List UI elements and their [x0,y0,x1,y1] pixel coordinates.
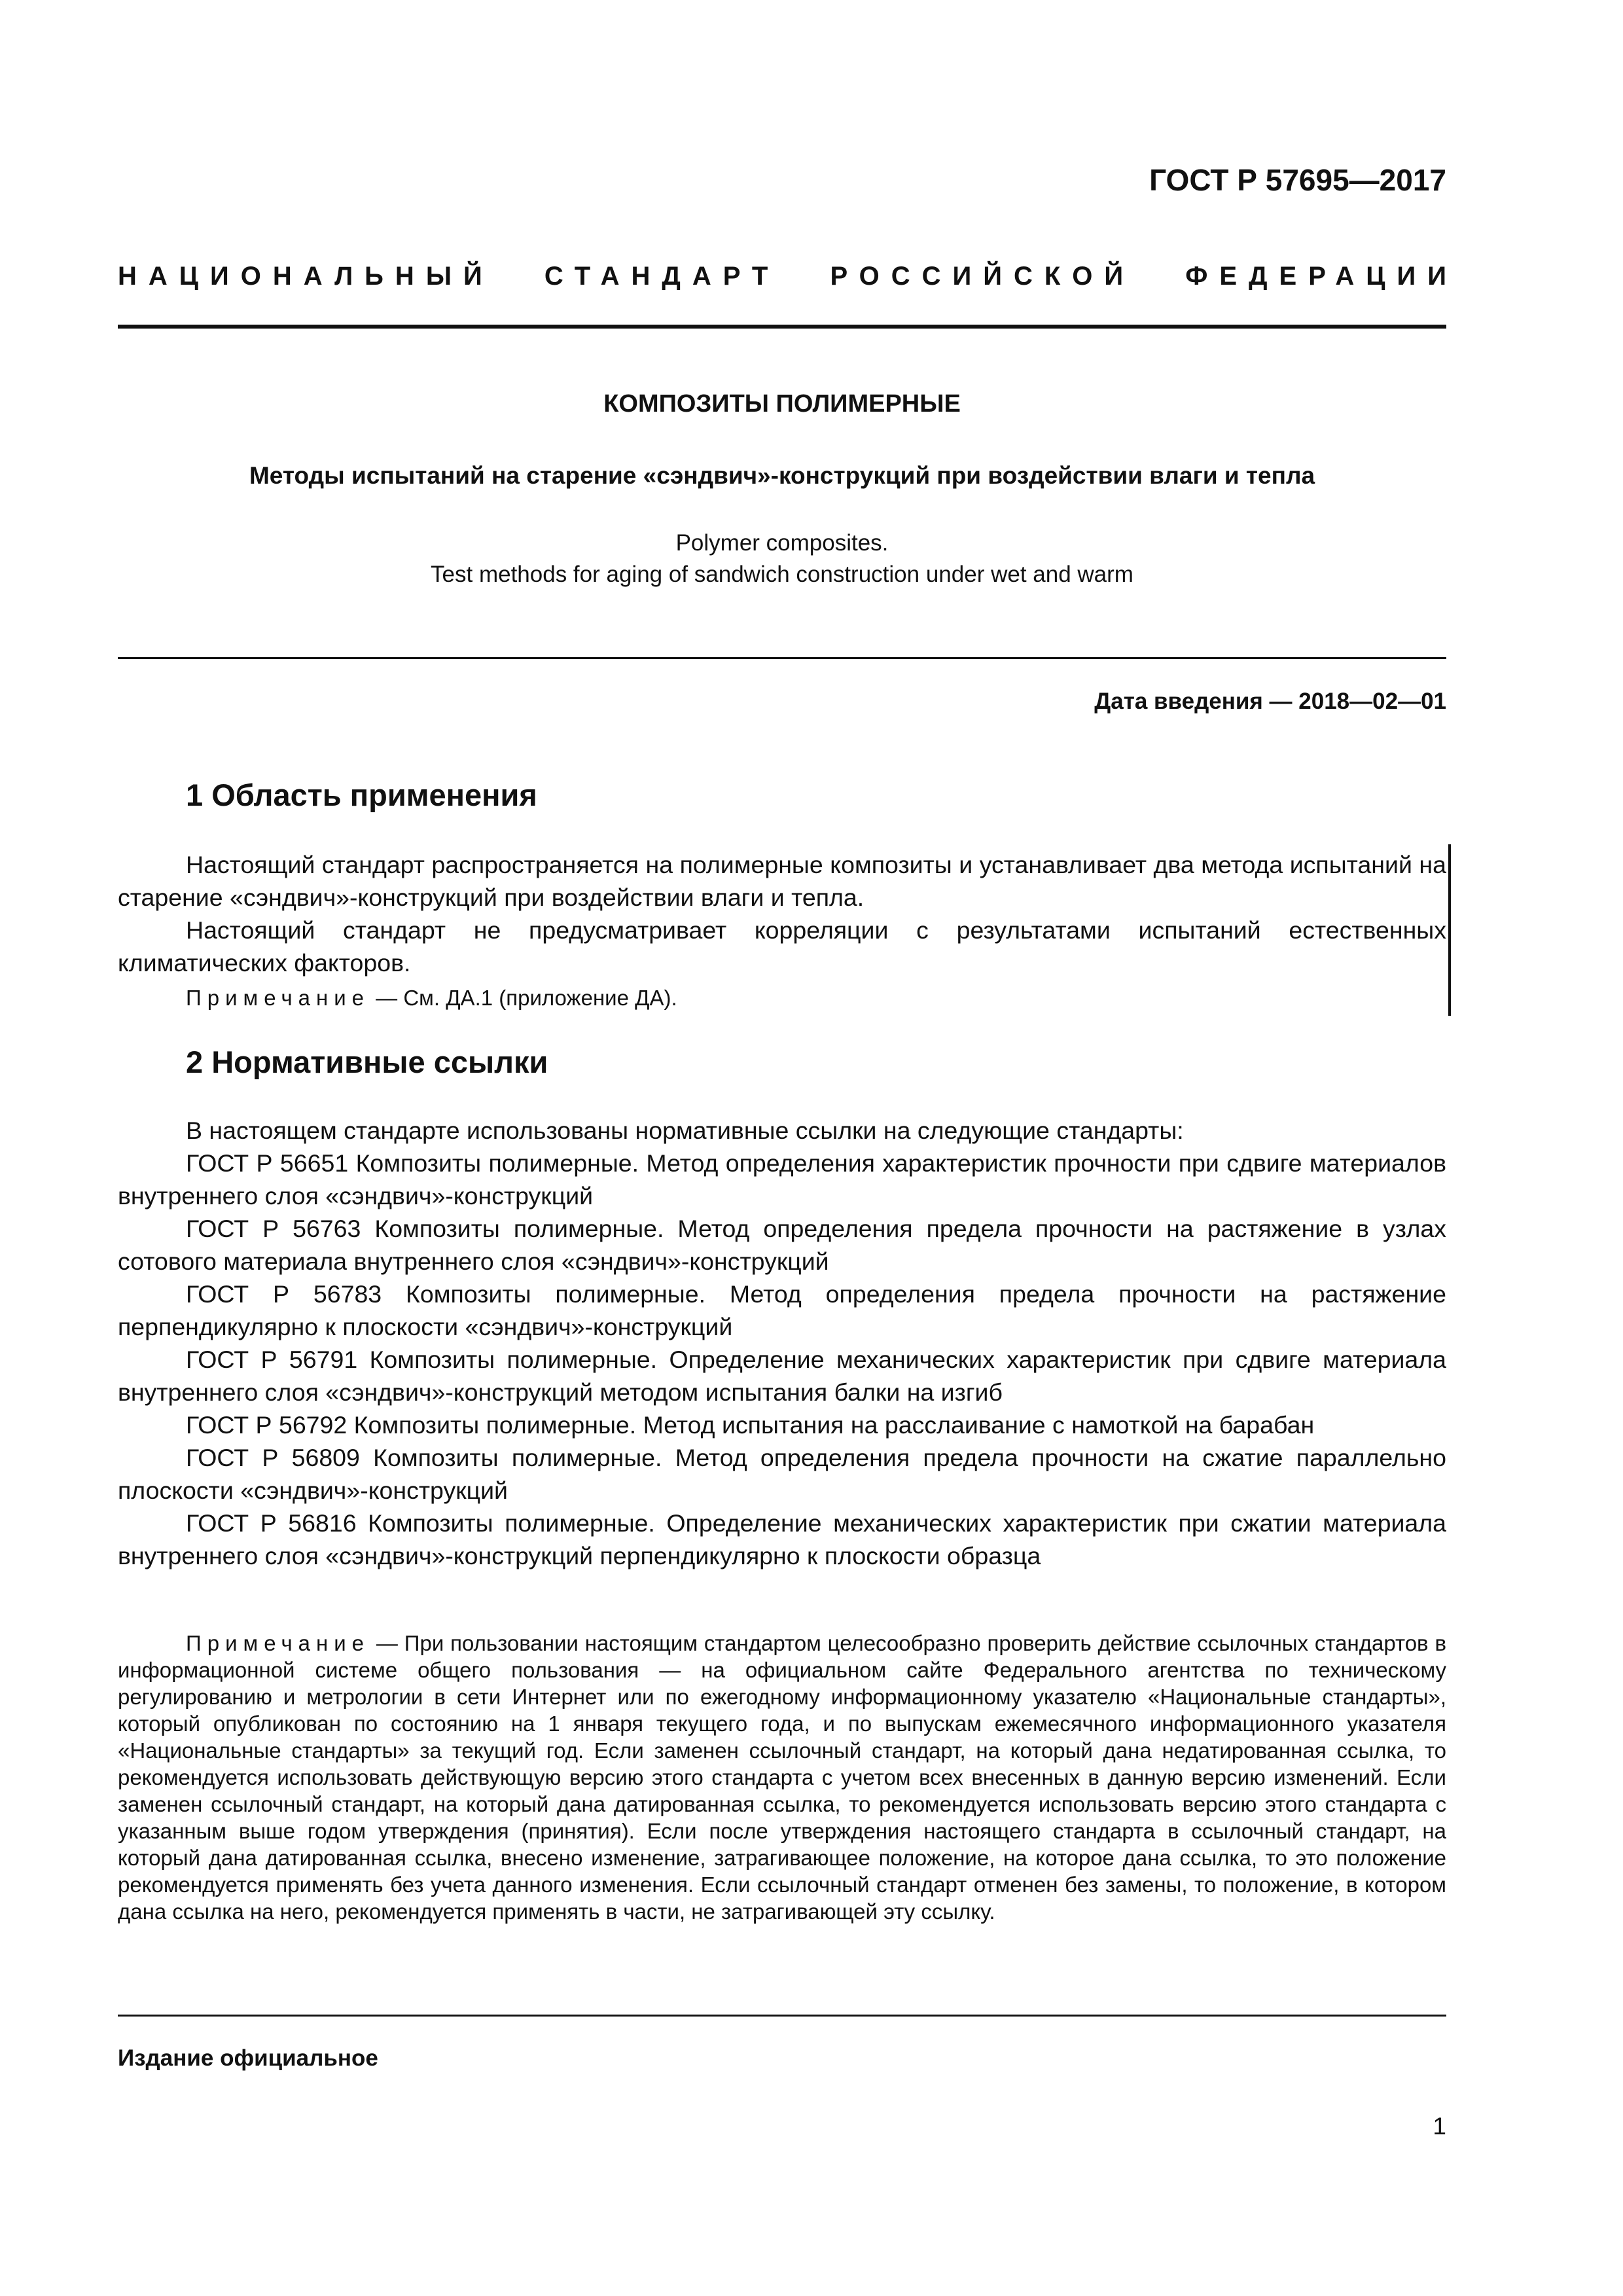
reference-item: ГОСТ Р 56809 Композиты полимерные. Метод определения предела прочности на сжатие параллельно плоскости «сэндвич»-конструкций [118,1444,1446,1504]
title-divider [118,657,1446,659]
section-1-note [118,984,1446,1011]
paragraph: Настоящий стандарт распространяется на полимерные композиты и устанавливает два метода испытаний на старение «сэндвич»-конструкций при воздействии влаги и тепла. [118,851,1446,911]
section-1-body [118,848,1446,979]
note-text: — При пользовании настоящим стандартом целесообразно проверить действие ссылочных стандартов в информационной системе общего пользования — на официальном сайте Федерального агентства по техническому регулированию и метрологии в сети Интернет или по ежегодному информационному указателю «Национальные стандарты», который опубликован по состоянию на 1 января текущего года, и по выпускам ежемесячного информационного указателя «Национальные стандарты» за текущий год. Если заменен ссылочный стандарт, на который дана недатированная ссылка, то рекомендуется использовать действующую версию этого стандарта с учетом всех внесенных в данную версию изменений. Если заменен ссылочный стандарт, на который дана датированная ссылка, то рекомендуется использовать версию этого стандарта с указанным выше годом утверждения (принятия). Если после утверждения настоящего стандарта в ссылочный стандарт, на который дана датированная ссылка, внесено изменение, затрагивающее положение, на которое дана ссылка, то это положение рекомендуется применять без учета данного изменения. Если ссылочный стандарт отменен без замены, то положение, в котором дана ссылка на него, рекомендуется применять в части, не затрагивающей эту ссылку. [118,1631,1446,1924]
paragraph: Настоящий стандарт не предусматривает корреляции с результатами испытаний естественных климатических факторов. [118,916,1446,977]
document-title: КОМПОЗИТЫ ПОЛИМЕРНЫЕ [603,390,961,418]
note-label: Примечание [186,986,370,1010]
section-2-body [118,1114,1446,1572]
reference-item: ГОСТ Р 56651 Композиты полимерные. Метод определения характеристик прочности при сдвиге материалов внутреннего слоя «сэндвич»-конструкций [118,1149,1446,1210]
section-2-note [118,1630,1446,1925]
national-standard-banner [118,262,1458,291]
english-title-line2: Test methods for aging of sandwich construction under wet and warm [431,562,1133,587]
banner-word: СТАНДАРТ [544,262,780,291]
official-edition-label: Издание официальное [118,2045,378,2071]
header-divider [118,325,1446,329]
note-text: — См. ДА.1 (приложение ДА). [370,986,677,1010]
reference-item: ГОСТ Р 56763 Композиты полимерные. Метод определения предела прочности на растяжение в узлах сотового материала внутреннего слоя «сэндвич»-конструкций [118,1215,1446,1275]
document-number: ГОСТ Р 57695—2017 [1149,163,1446,197]
reference-item: ГОСТ Р 56816 Композиты полимерные. Определение механических характеристик при сжатии материала внутреннего слоя «сэндвич»-конструкций перпендикулярно к плоскости образца [118,1509,1446,1570]
banner-word: ФЕДЕРАЦИИ [1185,262,1458,291]
footer-divider [118,2015,1446,2017]
banner-word: РОССИЙСКОЙ [830,262,1135,291]
page-number: 1 [1433,2113,1446,2140]
banner-word: НАЦИОНАЛЬНЫЙ [118,262,494,291]
change-marker-bar [1448,844,1451,1016]
section-2-heading: 2 Нормативные ссылки [186,1045,548,1079]
paragraph: В настоящем стандарте использованы нормативные ссылки на следующие стандарты: [186,1117,1184,1144]
reference-item: ГОСТ Р 56791 Композиты полимерные. Определение механических характеристик при сдвиге материала внутреннего слоя «сэндвич»-конструкций методом испытания балки на изгиб [118,1346,1446,1406]
document-subtitle: Методы испытаний на старение «сэндвич»-конструкций при воздействии влаги и тепла [249,462,1315,489]
english-title-line1: Polymer composites. [675,530,889,556]
introduction-date: Дата введения — 2018—02—01 [1094,689,1446,714]
section-1-heading: 1 Область применения [186,778,537,812]
reference-item: ГОСТ Р 56783 Композиты полимерные. Метод определения предела прочности на растяжение перпендикулярно к плоскости «сэндвич»-конструкций [118,1280,1446,1340]
reference-item: ГОСТ Р 56792 Композиты полимерные. Метод испытания на расслаивание с намоткой на барабан [186,1411,1315,1439]
note-label: Примечание [186,1631,370,1655]
